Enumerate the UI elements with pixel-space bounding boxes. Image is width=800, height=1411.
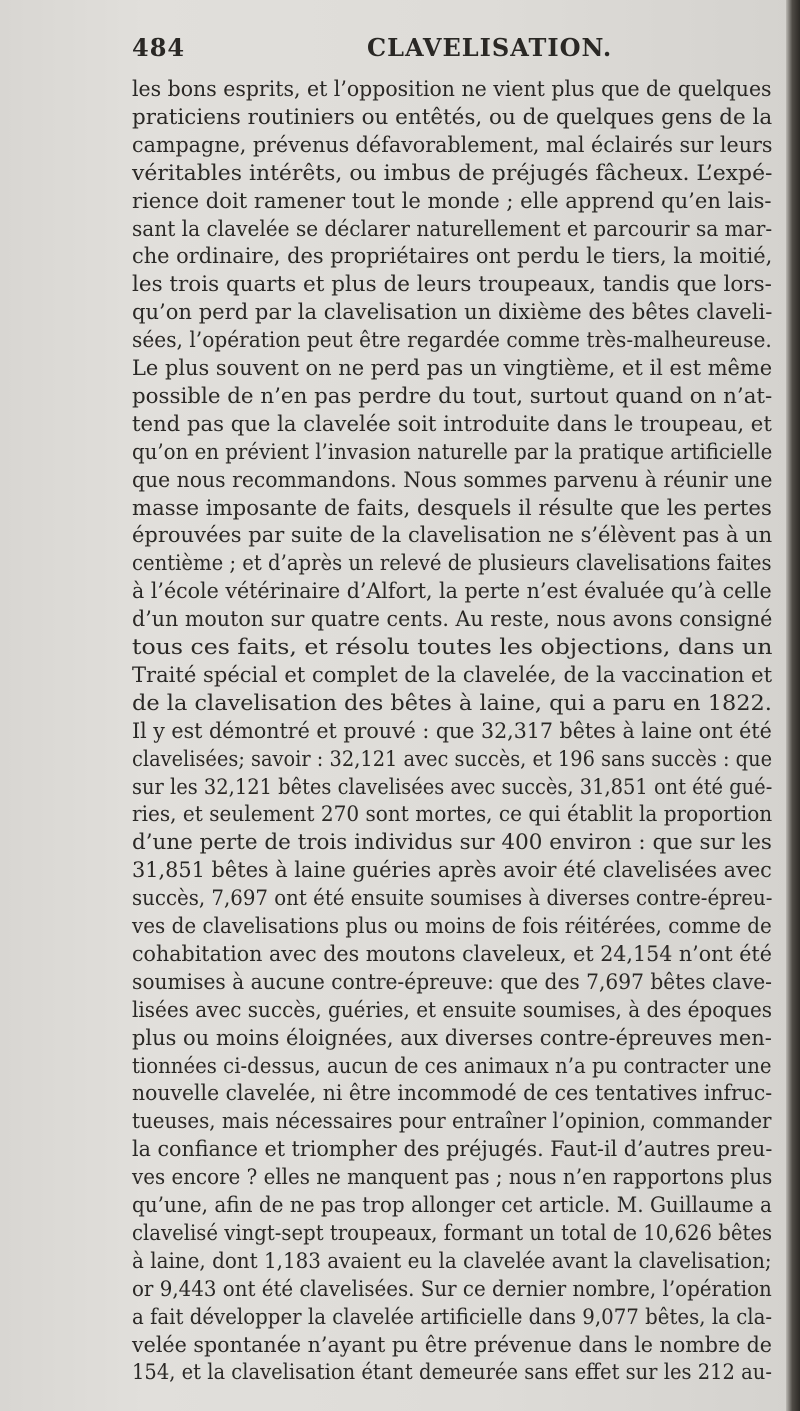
text-line: qu’on perd par la clavelisation un dixième des bêtes claveli- [132,300,773,325]
text-line: d’un mouton sur quatre cents. Au reste, nous avons consigné [132,607,773,632]
text-line: che ordinaire, des propriétaires ont perdu le tiers, la moitié, [132,244,773,269]
text-line: éprouvées par suite de la clavelisation ne s’élèvent pas à un [132,523,773,548]
text-line: succès, 7,697 ont été ensuite soumises à diverses contre-épreu- [132,886,773,911]
text-line: rience doit ramener tout le monde ; elle apprend qu’en lais- [132,188,772,213]
text-line: clavelisées; savoir : 32,121 avec succès, et 196 sans succès : que [132,746,773,771]
text-line: praticiens routiniers ou entêtés, ou de quelques gens de la [132,104,773,129]
text-line: nouvelle clavelée, ni être incommodé de ces tentatives infruc- [132,1081,773,1106]
page-edge-shadow [786,0,800,1411]
text-line: sant la clavelée se déclarer naturellement et parcourir sa mar- [132,216,773,241]
text-line: que nous recommandons. Nous sommes parvenu à réunir une [132,467,773,492]
text-line: à laine, dont 1,183 avaient eu la clavelée avant la clavelisation; [132,1248,772,1273]
text-line: possible de n’en pas perdre du tout, surtout quand on n’at- [132,383,773,408]
text-line: 154, et la clavelisation étant demeurée sans effet sur les 212 au- [132,1360,772,1385]
text-line: centième ; et d’après un relevé de plusieurs clavelisations faites [132,551,772,576]
text-line: clavelisé vingt-sept troupeaux, formant un total de 10,626 bêtes [132,1220,773,1245]
text-line: plus ou moins éloignées, aux diverses contre-épreuves men- [132,1025,772,1050]
running-title: CLAVELISATION. [367,33,613,62]
text-line: tend pas que la clavelée soit introduite dans le troupeau, et [132,411,772,436]
text-line: véritables intérêts, ou imbus de préjugés fâcheux. L’expé- [132,160,773,185]
text-line: Traité spécial et complet de la clavelée, de la vaccination et [132,662,773,687]
text-line: sur les 32,121 bêtes clavelisées avec succès, 31,851 ont été gué- [132,774,773,799]
text-line: tous ces faits, et résolu toutes les objections, dans un [132,635,773,659]
text-line: campagne, prévenus défavorablement, mal éclairés sur leurs [132,132,773,157]
text-line: tueuses, mais nécessaires pour entraîner l’opinion, commander [132,1109,772,1134]
text-line: sées, l’opération peut être regardée comme très-malheureuse. [132,328,772,353]
text-line: velée spontanée n’ayant pu être prévenue dans le nombre de [132,1332,772,1357]
text-line: Le plus souvent on ne perd pas un vingtième, et il est même [132,356,773,380]
page-number: 484 [132,33,186,62]
text-line: ves encore ? elles ne manquent pas ; nous n’en rapportons plus [132,1165,773,1190]
text-line: lisées avec succès, guéries, et ensuite soumises, à des époques [132,997,773,1022]
text-line: a fait développer la clavelée artificielle dans 9,077 bêtes, la cla- [132,1304,773,1329]
text-line: qu’on en prévient l’invasion naturelle par la pratique artificielle [132,439,773,464]
text-line: d’une perte de trois individus sur 400 environ : que sur les [132,830,772,855]
text-line: les bons esprits, et l’opposition ne vient plus que de quelques [132,77,772,101]
text-line: tionnées ci-dessus, aucun de ces animaux n’a pu contracter une [132,1053,772,1078]
text-line: masse imposante de faits, desquels il résulte que les pertes [132,495,772,520]
text-line: Il y est démontré et prouvé : que 32,317 bêtes à laine ont été [132,718,772,743]
text-line: à l’école vétérinaire d’Alfort, la perte n’est évaluée qu’à celle [132,579,772,604]
text-line: les trois quarts et plus de leurs troupeaux, tandis que lors- [132,272,772,297]
text-line: or 9,443 ont été clavelisées. Sur ce dernier nombre, l’opération [132,1276,772,1301]
text-line: la confiance et triompher des préjugés. Faut-il d’autres preu- [132,1137,773,1162]
text-line: 31,851 bêtes à laine guéries après avoir été clavelisées avec [132,858,772,883]
text-line: ries, et seulement 270 sont mortes, ce qui établit la proportion [132,802,773,827]
text-line: cohabitation avec des moutons claveleux, et 24,154 n’ont été [132,941,772,966]
page-header [132,33,772,69]
text-line: de la clavelisation des bêtes à laine, qui a paru en 1822. [132,690,772,715]
text-line: qu’une, afin de ne pas trop allonger cet article. M. Guillaume a [132,1193,772,1217]
text-line: soumises à aucune contre-épreuve: que des 7,697 bêtes clave- [132,969,772,994]
text-line: ves de clavelisations plus ou moins de fois réitérées, comme de [132,914,772,938]
